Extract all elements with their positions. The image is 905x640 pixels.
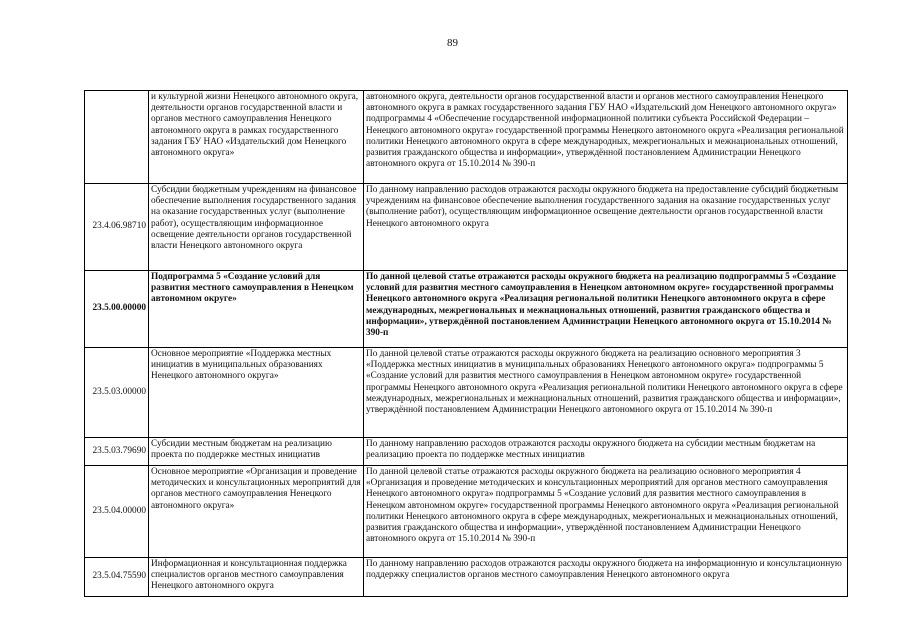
row-description: автономного округа, деятельности органов государственной власти и органов местного самоуправления Ненецкого автономного округа в рамках государственного задания ГБУ НАО «Издательский дом Ненецкого автономного округа» подпрограммы 4 «Обеспечение государственной информационной политики субъекта Российской Федерации – Ненецкого автономного округа» государственной программы Ненецкого автономного округа «Реализация региональной политики Ненецкого автономного округа в сфере международных, межрегиональных и межнациональных отношений, развития гражданского общества и информации», утверждённой постановлением Администрации Ненецкого автономного округа от 15.10.2014 № 390-п [364,91,848,184]
table-row [85,348,848,438]
row-code: 23.5.00.00000 [85,271,149,348]
row-code: 23.5.04.75590 [85,558,149,597]
table-row [85,466,848,558]
table-row [85,271,848,348]
table-row [85,558,848,597]
row-code [85,91,149,184]
row-name: Подпрограмма 5 «Создание условий для развития местного самоуправления в Ненецком автономном округе» [149,271,364,348]
row-description: По данному направлению расходов отражаются расходы окружного бюджета на субсидии местным бюджетам на реализацию проекта по поддержке местных инициатив [364,438,848,466]
page-number: 89 [447,37,458,49]
budget-classification-table [84,90,848,597]
row-code: 23.5.03.00000 [85,348,149,438]
row-description: По данной целевой статье отражаются расходы окружного бюджета на реализацию основного мероприятия 3 «Поддержка местных инициатив в муниципальных образованиях Ненецкого автономного округа» подпрограммы 5 «Создание условий для развития местного самоуправления в Ненецком автономном округе» государственной программы Ненецкого автономного округа «Реализация региональной политики Ненецкого автономного округа в сфере международных, межрегиональных и межнациональных отношений, развития гражданского общества и информации», утверждённой постановлением Администрации Ненецкого автономного округа от 15.10.2014 № 390-п [364,348,848,438]
row-code: 23.5.04.00000 [85,466,149,558]
row-description: По данной целевой статье отражаются расходы окружного бюджета на реализацию основного мероприятия 4 «Организация и проведение методических и консультационных мероприятий для органов местного самоуправления Ненецкого автономного округа» подпрограммы 5 «Создание условий для развития местного самоуправления в Ненецком автономном округе» государственной программы Ненецкого автономного округа «Реализация региональной политики Ненецкого автономного округа в сфере международных, межрегиональных и межнациональных отношений, развития гражданского общества и информации», утверждённой постановлением Администрации Ненецкого автономного округа от 15.10.2014 № 390-п [364,466,848,558]
row-name: и культурной жизни Ненецкого автономного округа, деятельности органов государственной власти и органов местного самоуправления Ненецкого автономного округа в рамках государственного задания ГБУ НАО «Издательский дом Ненецкого автономного округа» [149,91,364,184]
table-row [85,91,848,184]
row-name: Субсидии бюджетным учреждениям на финансовое обеспечение выполнения государственного задания на оказание государственных услуг (выполнение работ), осуществляющим информационное освещение деятельности органов государственной власти Ненецкого автономного округа [149,184,364,271]
row-code: 23.4.06.98710 [85,184,149,271]
table-row [85,438,848,466]
row-code: 23.5.03.79690 [85,438,149,466]
row-name: Основное мероприятие «Поддержка местных инициатив в муниципальных образованиях Ненецкого автономного округа» [149,348,364,438]
row-description: По данному направлению расходов отражаются расходы окружного бюджета на информационную и консультационную поддержку специалистов органов местного самоуправления Ненецкого автономного округа [364,558,848,597]
row-name: Основное мероприятие «Организация и проведение методических и консультационных мероприятий для органов местного самоуправления Ненецкого автономного округа» [149,466,364,558]
row-name: Субсидии местным бюджетам на реализацию проекта по поддержке местных инициатив [149,438,364,466]
row-description: По данной целевой статье отражаются расходы окружного бюджета на реализацию подпрограммы 5 «Создание условий для развития местного самоуправления в Ненецком автономном округе» государственной программы Ненецкого автономного округа «Реализация региональной политики Ненецкого автономного округа в сфере международных, межрегиональных и межнациональных отношений, развития гражданского общества и информации», утверждённой постановлением Администрации Ненецкого автономного округа от 15.10.2014 № 390-п [364,271,848,348]
table-row [85,184,848,271]
row-description: По данному направлению расходов отражаются расходы окружного бюджета на предоставление субсидий бюджетным учреждениям на финансовое обеспечение выполнения государственного задания на оказание государственных услуг (выполнение работ), осуществляющим информационное освещение деятельности органов государственной власти Ненецкого автономного округа [364,184,848,271]
row-name: Информационная и консультационная поддержка специалистов органов местного самоуправления Ненецкого автономного округа [149,558,364,597]
